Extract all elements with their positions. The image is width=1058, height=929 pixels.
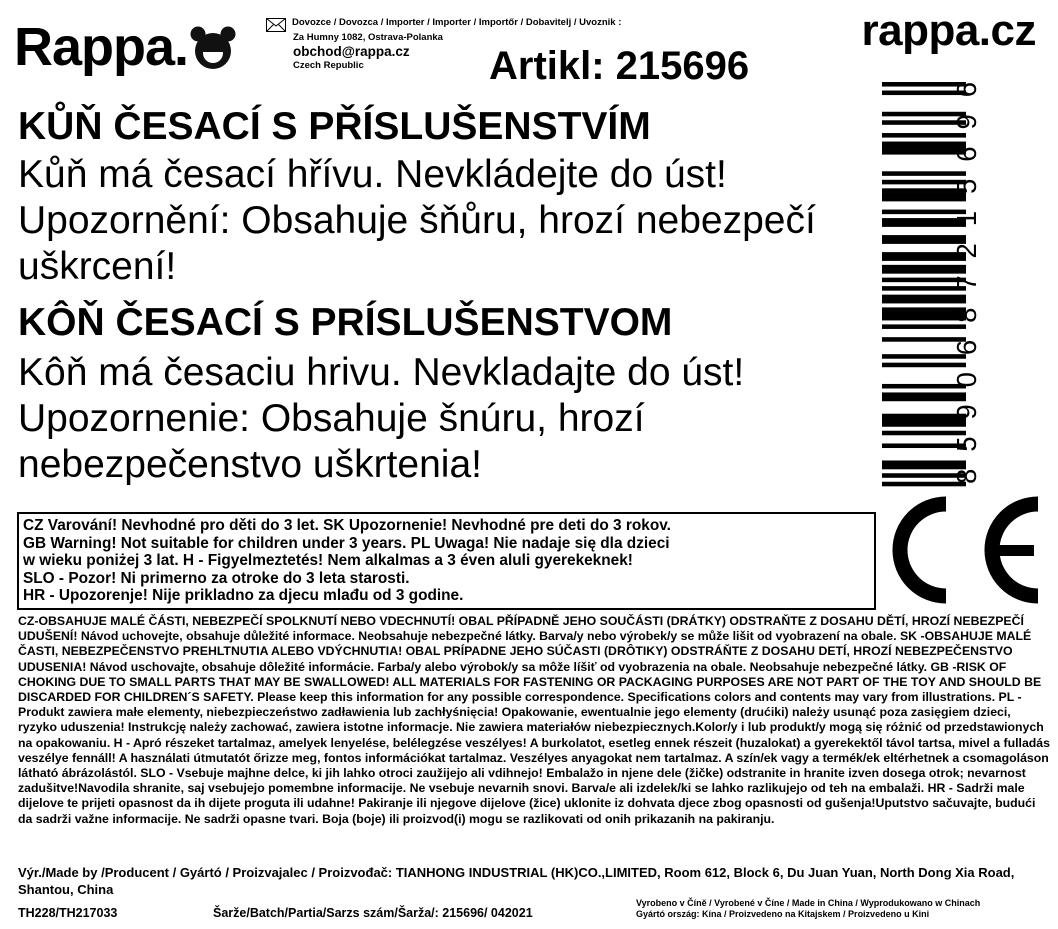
barcode-bar [882,265,966,270]
bear-face-icon [190,26,236,70]
barcode-bar [882,460,966,465]
barcode-bar [882,422,966,427]
logo-text: Rappa. [14,17,189,77]
importer-label: Dovozce / Dovozca / Importer / Importer / Importőr / Dobavitelj / Uvoznik : [292,17,622,28]
origin-line: Vyrobeno v Číně / Vyrobené v Číne / Made in China / Wyprodukowano w Chinach [636,898,981,908]
importer-address: Za Humny 1082, Ostrava-Polanka [293,32,443,43]
barcode-bar [882,171,966,176]
warning-line: CZ Varování! Nevhodné pro děti do 3 let. SK Upozornenie! Nevhodné pre deti do 3 rokov. [23,517,671,534]
barcode-bar [882,465,966,470]
origin-line: Gyártó ország: Kína / Proizvedeno na Kitajskem / Proizvedeno u Kini [636,909,930,919]
ce-mark-icon [880,490,1050,610]
barcode-bar [882,431,966,436]
warning-line: w wieku poniżej 3 lat. H - Figyelmeztetés! Nem alkalmas a 3 éven aluli gyerekeknek! [23,552,633,569]
barcode-bar [882,133,966,138]
barcode-bar [882,363,966,368]
barcode-bar [882,235,966,240]
warning-line: GB Warning! Not suitable for children under 3 years. PL Uwaga! Nie nadaje się dla dzieci [23,534,670,552]
barcode-digits: 8590687215696 [951,82,982,484]
product-desc-cz: Kůň má česací hřívu. Nevkládejte do úst! Upozornění: Obsahuje šňůru, hrozí nebezpečí uškrcení! [18,153,816,288]
product-code: TH228/TH217033 [18,906,118,920]
product-title-sk: KÔŇ ČESACÍ S PRÍSLUŠENSTVOM [18,301,673,344]
product-title-cz: KŮŇ ČESACÍ S PŘÍSLUŠENSTVÍM [18,105,651,148]
barcode-bar [882,397,966,402]
safety-disclaimer: CZ-OBSAHUJE MALÉ ČÁSTI, NEBEZPEČÍ SPOLKNUTÍ NEBO VDECHNUTÍ! OBAL PŘÍPADNĚ JEHO SOUČÁSTI (DRÁTKY) ODSTRAŇTE Z DOSAHU DĚTÍ, HROZÍ NEBEZPEČÍ UDUŠENÍ! Návod uchovejte, obsahuje důležité informace. Neobsahuje nebezpečné látky. Barva/y nebo výrobek/y se může lišit od vyobrazení na obale. SK -OBSAHUJE MALÉ ČASTI, NEBEZPEČENSTVO PREHLTNUTIA ALEBO VDÝCHNUTIA! OBAL PRÍPADNE JEHO SÚČASTI (DRÔTIKY) ODSTRÁŇTE Z DOSAHU DETÍ, HROZÍ NEBEZPEČENSTVO UDUSENIA! Návod uschovajte, obsahuje dôležité informácie. Farba/y alebo výrobok/y sa môže líšiť od vyobrazenia na obale. Neobsahuje nebezpečné látky. GB -RISK OF CHOKING DUE TO SMALL PARTS THAT MAY BE SWALLOWED! ALL MATERIALS FOR FASTENING OR PACKAGING PURPOSES ARE NOT PART OF THE TOY AND SHOULD BE DISCARDED FOR CHILDREN´S SAFETY. Please keep this information for any possible correspondence. Specifications colors and contents may vary from illustrations. PL - Produkt zawiera małe elementy, niebezpieczeństwo zadławienia lub zachłyśnięcia! Opakowanie, ewentualnie jego elementy (drućiki) należy usunąć poza zasięgiem dzieci, ryzyko uduszenia! Instrukcję należy zachować, zawiera istotne informacje. Nie zawiera materiałów niebezpiecznych.Kolor/y i lub produkt/y mogą się różnić od przedstawionych na opakowaniu. H - Apró részeket tartalmaz, amelyek lenyelése, belélegzése veszélyes! A burkolatot, esetleg ennek részeit (huzalokat) a gyerekektől távol tartsa, mivel a fulladás veszélye fennáll! A használati útmutatót őrizze meg, fontos információkat tartalmaz. Veszélyes anyagokat nem tartalmaz. A szín/ek vagy a termék/ek eltérhetnek a csomagoláson látható ábrázolástól. SLO - Vsebuje majhne delce, ki jih lahko otroci zaužijejo ali vdihnejo! Embalažo in njene dele (žičke) odstranite in hranite izven dosega otrok; nevarnost zadušitve!Navodila shranite, saj vsebujejo pomembne informacije. Ne vsebuje nevarnih snovi. Barva/e ali izdelek/ki se lahko razlikujejo od teh na embalaži. HR - Sadrži male dijelove te prijeti opasnost da ih dijete proguta ili udahne! Pakiranje ili njegove dijelove (žice) uklonite iz dohvata djece zbog opasnosti od gušenja!Uputstvo sačuvajte, budući da sadrži važne informacije. Ne sadrži opasne tvari. Boja (boje) ili proizvod(i) mogu se razlikovati od onih prikazanih na pakiranju. [18,614,1050,826]
barcode-bar [882,392,966,397]
country-of-origin [636,898,980,920]
warning-line: SLO - Pozor! Ni primerno za otroke do 3 leta starosti. [23,569,410,587]
barcode-bar [882,299,966,304]
warning-line: HR - Upozorenje! Nije prikladno za djecu mlađu od 3 godine. [23,587,464,604]
barcode-bar [882,324,966,329]
barcode-bar [882,269,966,274]
barcode [872,76,982,488]
article-number: Artikl: 215696 [489,44,750,88]
importer-email: obchod@rappa.cz [293,44,410,59]
envelope-icon [266,18,286,32]
importer-country: Czech Republic [293,60,364,71]
batch-number: Šarže/Batch/Partia/Sarzs szám/Šarža/: 215696/ 042021 [213,906,533,920]
manufacturer-info: Výr./Made by /Producent / Gyártó / Proizvajalec / Proizvođač: TIANHONG INDUSTRIAL (HK)CO.,LIMITED, Room 612, Block 6, Du Juan Yuan, North Dong Xia Road, Shantou, China [18,865,1015,897]
barcode-bar [882,142,966,147]
barcode-bar [882,295,966,300]
barcode-bar [882,197,966,202]
product-desc-sk: Kôň má česaciu hrivu. Nevkladajte do úst! Upozornenie: Obsahuje šnúru, hrozí nebezpečenstvo uškrtenia! [18,351,745,486]
rappa-logo [14,14,236,77]
age-warning-box [17,512,876,610]
website: rappa.cz [861,6,1036,55]
